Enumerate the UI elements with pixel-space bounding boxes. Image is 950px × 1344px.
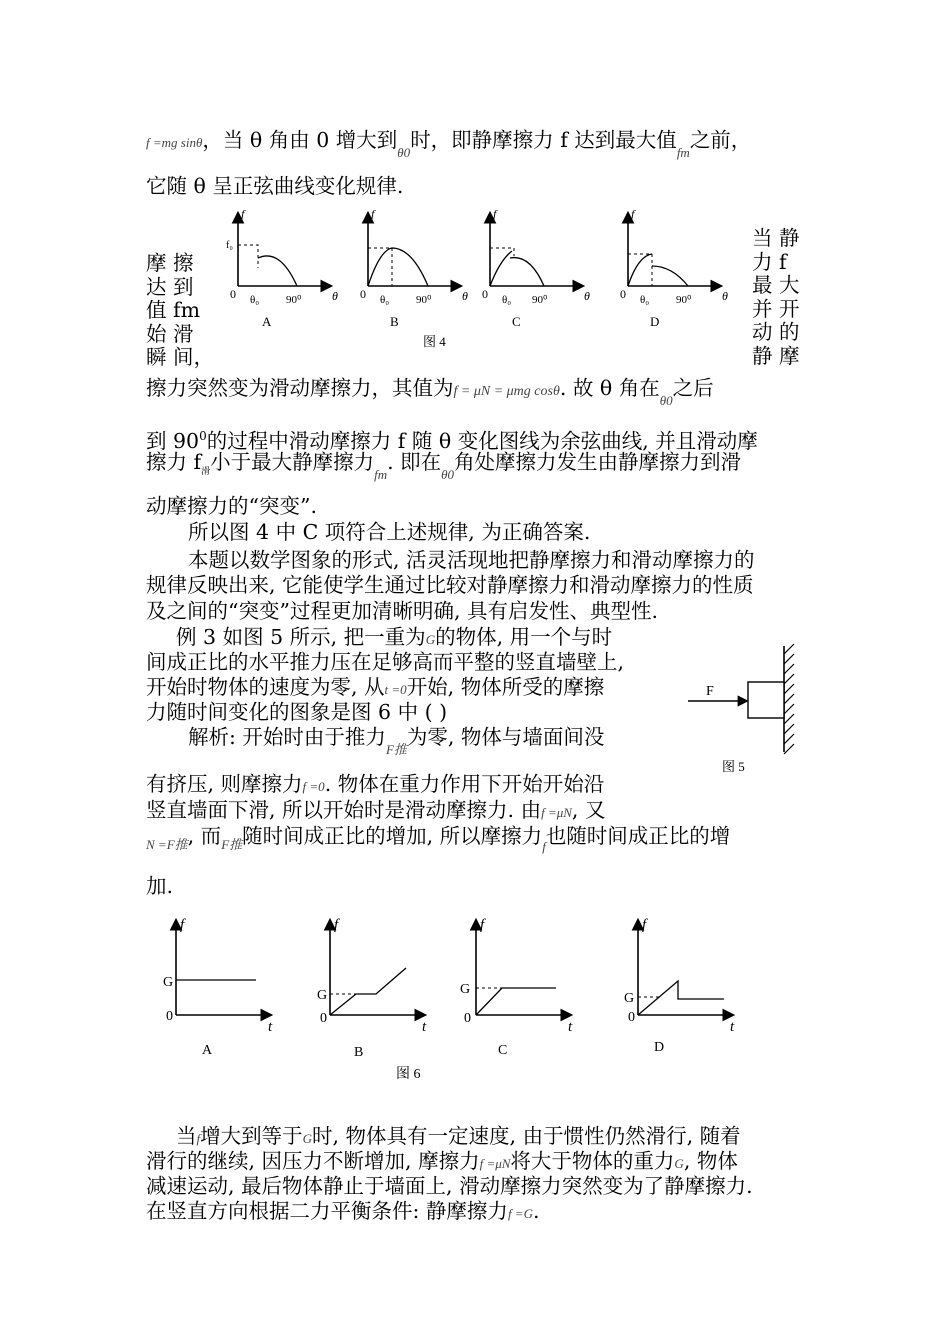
fig5-caption: 图 5: [722, 759, 745, 774]
fig6-a-origin: 0: [166, 1009, 173, 1024]
fig4-b-ninety: 90⁰: [416, 294, 432, 306]
p2-line8: 及之间的“突变”过程更加清晰明确, 具有启发性、典型性.: [146, 599, 659, 623]
fig4-d-ninety: 90⁰: [676, 294, 692, 306]
p2-line3: 擦力 $f_滑$小于最大静摩擦力$_{fm}$. 即在$_{\theta 0}$角处摩擦力发生由静摩擦力到滑: [146, 450, 742, 482]
fig4-a-ylabel: f: [241, 208, 245, 221]
fig6-b-g: G: [317, 988, 328, 1003]
ex3-line7: 竖直墙面下滑, 所以开始时是滑动摩擦力. 由f =μN, 又: [146, 798, 606, 822]
ex3-line1: 例 3 如图 5 所示, 把一重为G的物体, 用一个与时: [176, 625, 613, 649]
fig4-a-xlabel: θ: [332, 289, 338, 303]
theta0-symbol: θ0: [397, 145, 411, 160]
fig4-c-ninety: 90⁰: [532, 294, 548, 306]
figure-4: [220, 208, 740, 358]
fig6-panel-d: [624, 917, 735, 1055]
ex3-line8: $_{N =F推}$, 而$_{F推}$随时间成正比的增加, 所以摩擦力$_f$也随时间成正比的增: [146, 824, 731, 854]
ex3-line2: 间成正比的水平推力压在足够高而平整的竖直墙壁上,: [146, 650, 625, 674]
side-text-left: 摩 擦 达 到 值 fm 始 滑 瞬 间，: [146, 251, 215, 369]
fig6-d-xlabel: t: [730, 1019, 735, 1035]
fig6-c-g: G: [460, 982, 471, 997]
fig5-force-label: F: [706, 684, 714, 699]
fig6-panel-a: [163, 917, 273, 1058]
fig6-b-xlabel: t: [422, 1019, 427, 1035]
fig6-panel-c: [460, 917, 573, 1058]
fig4-b-xlabel: θ: [462, 289, 468, 303]
fig4-a-origin: 0: [230, 287, 236, 301]
figure-6: [160, 915, 770, 1085]
fig6-panel-b: [317, 917, 427, 1060]
fig4-caption: 图 4: [423, 334, 446, 349]
fig6-b-ylabel: f: [334, 917, 339, 933]
p2-line6: 本题以数学图象的形式, 活灵活现地把静摩擦力和滑动摩擦力的: [188, 548, 755, 572]
fig6-d-g: G: [624, 991, 635, 1006]
p1-line1: f =mg sinθ，当 θ 角由 0 增大到$_{\theta 0}$时，即静摩擦力 f 达到最大值$_{fm}$之前，: [146, 128, 752, 160]
fig6-c-xlabel: t: [568, 1019, 573, 1035]
final-line3: 减速运动, 最后物体静止于墙面上, 滑动摩擦力突然变为了静摩擦力.: [146, 1174, 753, 1198]
fig6-c-label: C: [498, 1043, 508, 1058]
fig4-c-origin: 0: [482, 287, 488, 301]
fig4-d-xlabel: θ: [722, 289, 728, 303]
fig4-c-xlabel: θ: [584, 289, 590, 303]
final-line2: 滑行的继续, 因压力不断增加, 摩擦力f =μN将大于物体的重力G, 物体: [146, 1149, 738, 1173]
p2-line1: 擦力突然变为滑动摩擦力，其值为f = μN = μmg cosθ. 故 θ 角在$_{\theta 0}$之后: [146, 376, 714, 408]
block: [748, 682, 784, 718]
fig4-d-label: D: [650, 314, 660, 329]
formula-f-mg-sin: f =mg sinθ: [146, 135, 203, 150]
p1-line2: 它随 θ 呈正弦曲线变化规律.: [146, 174, 404, 198]
fig4-b-theta0: θ₀: [380, 294, 390, 306]
ex3-line6: 有挤压, 则摩擦力f =0. 物体在重力作用下开始开始沿: [146, 772, 605, 796]
fig6-caption: 图 6: [396, 1067, 421, 1082]
fig6-c-origin: 0: [464, 1011, 471, 1026]
fig6-b-label: B: [354, 1045, 364, 1060]
fig6-a-g: G: [163, 975, 174, 990]
fig6-c-ylabel: f: [480, 917, 485, 933]
fig4-b-label: B: [390, 314, 399, 329]
final-line1: 当f增大到等于G时, 物体具有一定速度, 由于惯性仍然滑行, 随着: [176, 1124, 741, 1148]
side-text-right: 当 静 力 f 最 大 并 开 动 的 静 摩: [752, 226, 800, 368]
fig4-c-label: C: [512, 314, 521, 329]
ex3-line4: 力随时间变化的图象是图 6 中 ( ): [146, 700, 448, 724]
fig4-b-origin: 0: [360, 287, 366, 301]
fig6-d-label: D: [654, 1040, 665, 1055]
fig4-panel-a: [226, 208, 338, 329]
fig4-panel-b: [360, 208, 468, 329]
fig4-c-theta0: θ₀: [502, 294, 512, 306]
fig6-b-origin: 0: [320, 1011, 327, 1026]
fig4-a-ninety: 90⁰: [286, 294, 302, 306]
fm-symbol: fm: [676, 145, 690, 160]
p2-line2: 到 $90^0$的过程中滑动摩擦力 f 随 θ 变化图线为余弦曲线, 并且滑动摩: [146, 428, 758, 453]
p2-line4: 动摩擦力的“突变”.: [146, 494, 317, 518]
formula-f-muN: f = μN = μmg cosθ: [453, 384, 560, 399]
fig4-d-origin: 0: [620, 287, 626, 301]
fig4-c-ylabel: f: [493, 208, 497, 221]
fig6-d-ylabel: f: [642, 917, 647, 933]
p2-line7: 规律反映出来, 它能使学生通过比较对静摩擦力和滑动摩擦力的性质: [146, 573, 754, 597]
fig4-a-theta0: θ₀: [250, 294, 260, 306]
fig4-panel-d: [620, 208, 728, 329]
fig4-panel-c: [482, 208, 590, 329]
ex3-line5: 解析: 开始时由于推力$_{F推}$为零, 物体与墙面间没: [188, 725, 605, 757]
figure-5: [686, 640, 806, 780]
fig6-a-label: A: [202, 1043, 213, 1058]
final-line4: 在竖直方向根据二力平衡条件: 静摩擦力f =G.: [146, 1199, 540, 1223]
fig6-a-ylabel: f: [180, 917, 185, 933]
p2-line5: 所以图 4 中 C 项符合上述规律, 为正确答案.: [188, 520, 591, 544]
fig4-d-theta0: θ₀: [640, 294, 650, 306]
ex3-line3: 开始时物体的速度为零, 从t =0开始, 物体所受的摩擦: [146, 675, 605, 699]
fig4-a-f0: f₀: [226, 240, 233, 251]
fig4-a-label: A: [262, 314, 272, 329]
fig4-d-ylabel: f: [631, 208, 635, 221]
ex3-line9: 加.: [146, 874, 174, 898]
fig4-b-ylabel: f: [371, 208, 375, 221]
fig6-a-xlabel: t: [268, 1019, 273, 1035]
fig6-d-origin: 0: [628, 1010, 635, 1025]
